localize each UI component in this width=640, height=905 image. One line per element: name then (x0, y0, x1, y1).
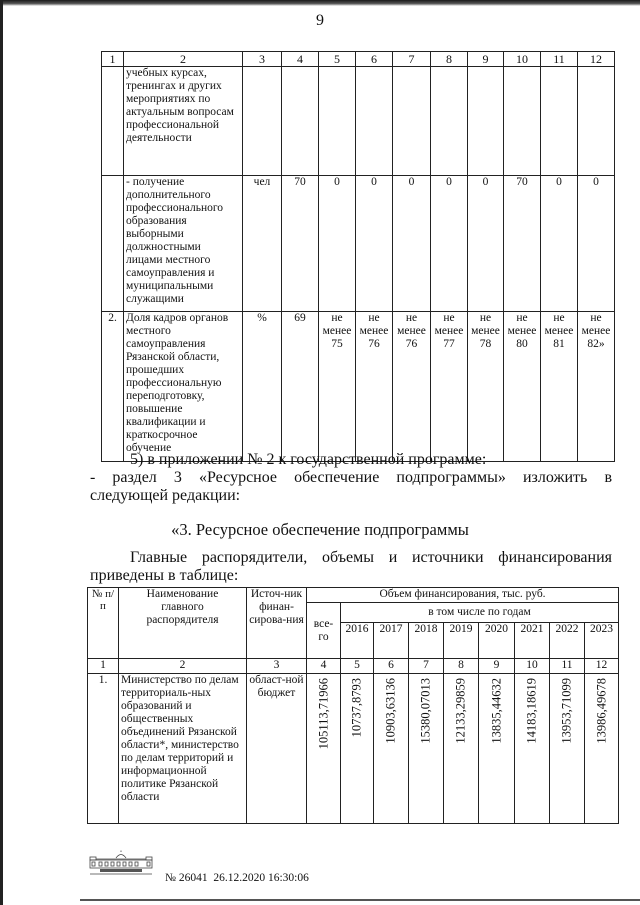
value-cell: 70 (504, 176, 541, 312)
year-value (444, 674, 479, 824)
value-cell: 0 (541, 176, 578, 312)
value-cell (468, 67, 504, 176)
header-year: 2023 (585, 623, 619, 659)
col-number: 2 (124, 52, 243, 67)
col-number: 7 (393, 52, 431, 67)
value-cell (431, 67, 468, 176)
unit (243, 67, 282, 176)
value-cell: не менее 76 (356, 312, 393, 462)
header-year: 2020 (479, 623, 515, 659)
year-value-text: 13986,49678 (594, 678, 608, 744)
value-cell: не менее 76 (393, 312, 431, 462)
col-number: 3 (247, 659, 307, 674)
col-number: 9 (479, 659, 515, 674)
header-year: 2018 (409, 623, 444, 659)
col-number: 8 (444, 659, 479, 674)
col-number: 5 (319, 52, 356, 67)
scan-edge-left (0, 0, 3, 905)
col-number: 11 (550, 659, 585, 674)
table-row (102, 312, 615, 462)
col-number: 8 (431, 52, 468, 67)
table-row (88, 674, 619, 824)
value-cell: не менее 80 (504, 312, 541, 462)
value-cell: 0 (393, 176, 431, 312)
value-cell: не менее 78 (468, 312, 504, 462)
value-cell: 0 (578, 176, 615, 312)
total-value (307, 674, 341, 824)
paragraph-intro-line1: Главные распорядители, объемы и источники финансирования (130, 549, 612, 566)
building-stamp-icon (88, 850, 154, 876)
unit: % (243, 312, 282, 462)
value-cell: 0 (356, 176, 393, 312)
header-year: 2019 (444, 623, 479, 659)
value-cell: не менее 77 (431, 312, 468, 462)
paragraph-intro-line2: приведены в таблице: (90, 567, 239, 584)
indicator-name: Доля кадров органов местного самоуправления Рязанской области, прошедших профессиональную переподготовку, повышение квалификации и краткосрочное обучение (124, 312, 243, 462)
col-number: 10 (504, 52, 541, 67)
header-total: все-го (307, 603, 341, 659)
value-cell: 69 (282, 312, 319, 462)
financing-header-row-1 (88, 588, 619, 603)
row-number (102, 176, 124, 312)
header-year: 2021 (515, 623, 550, 659)
indicators-header-row (102, 52, 615, 67)
total-value-text: 105113,71966 (316, 678, 330, 750)
table-row (102, 176, 615, 312)
col-number: 5 (341, 659, 374, 674)
year-value (479, 674, 515, 824)
value-cell (356, 67, 393, 176)
page-number: 9 (316, 12, 324, 29)
col-number: 1 (102, 52, 124, 67)
document-number: № 26041 (165, 872, 208, 884)
year-value-text: 10737,8793 (349, 678, 364, 738)
value-cell (578, 67, 615, 176)
paragraph-appendix-2: 5) в приложении № 2 к государственной программе: (130, 451, 487, 468)
registration-datetime: 26.12.2020 16:30:06 (213, 872, 309, 884)
header-source: Источ-ник финан-сирова-ния (247, 588, 307, 659)
section-title: «3. Ресурсное обеспечение подпрограммы (171, 520, 469, 539)
col-number: 1 (88, 659, 119, 674)
year-value (409, 674, 444, 824)
row-number: 2. (102, 312, 124, 462)
distributor-name: Министерство по делам территориаль-ных образований и общественных объединений Рязанской области*, министерство по делам территорий и информационной политике Рязанской области (119, 674, 247, 824)
col-number: 4 (307, 659, 341, 674)
header-name: Наименование главного распорядителя (119, 588, 247, 659)
indicators-table (101, 51, 615, 462)
col-number: 9 (468, 52, 504, 67)
header-num: № п/п (88, 588, 119, 659)
year-value-text: 10903,63136 (383, 678, 398, 744)
paragraph-section-3-line1: - раздел 3 «Ресурсное обеспечение подпрограммы» изложить в (90, 469, 612, 486)
year-value-text: 15380,07013 (418, 678, 433, 744)
year-value-text: 12133,29859 (453, 678, 468, 744)
col-number: 7 (409, 659, 444, 674)
col-number: 3 (243, 52, 282, 67)
col-number: 12 (578, 52, 615, 67)
col-number: 2 (119, 659, 247, 674)
year-value (515, 674, 550, 824)
financing-colnum-row (88, 659, 619, 674)
year-value (374, 674, 409, 824)
value-cell: не менее 75 (319, 312, 356, 462)
row-number: 1. (88, 674, 119, 824)
header-year: 2017 (374, 623, 409, 659)
table-row (102, 67, 615, 176)
year-value-text: 13835,44632 (489, 678, 503, 744)
year-value-text: 13953,71099 (559, 678, 574, 744)
value-cell: не менее 82» (578, 312, 615, 462)
value-cell: 0 (431, 176, 468, 312)
year-value (550, 674, 585, 824)
year-value (585, 674, 619, 824)
col-number: 6 (356, 52, 393, 67)
value-cell (541, 67, 578, 176)
registration-stamp (165, 872, 309, 884)
paragraph-section-3-line2: следующей редакции: (90, 487, 241, 504)
header-year: 2022 (550, 623, 585, 659)
indicator-name: - получение дополнительного профессионального образования выборными должностными лицами местного самоуправления и муниципальными служащими (124, 176, 243, 312)
scan-edge-bottom (80, 899, 640, 901)
value-cell (282, 67, 319, 176)
value-cell: не менее 81 (541, 312, 578, 462)
header-year: 2016 (341, 623, 374, 659)
year-value-text: 14183,18619 (524, 678, 539, 744)
row-number (102, 67, 124, 176)
value-cell: 0 (468, 176, 504, 312)
value-cell (504, 67, 541, 176)
indicator-name: учебных курсах, тренингах и других мероприятиях по актуальным вопросам профессиональной деятельности (124, 67, 243, 176)
year-value (341, 674, 374, 824)
value-cell: 70 (282, 176, 319, 312)
header-by-years: в том числе по годам (341, 603, 619, 623)
funding-source: област-ной бюджет (247, 674, 307, 824)
col-number: 12 (585, 659, 619, 674)
col-number: 6 (374, 659, 409, 674)
value-cell (319, 67, 356, 176)
col-number: 4 (282, 52, 319, 67)
value-cell (393, 67, 431, 176)
scan-edge-top (0, 0, 640, 6)
financing-table (87, 587, 619, 824)
value-cell: 0 (319, 176, 356, 312)
header-volume: Объем финансирования, тыс. руб. (307, 588, 619, 603)
col-number: 10 (515, 659, 550, 674)
col-number: 11 (541, 52, 578, 67)
unit: чел (243, 176, 282, 312)
